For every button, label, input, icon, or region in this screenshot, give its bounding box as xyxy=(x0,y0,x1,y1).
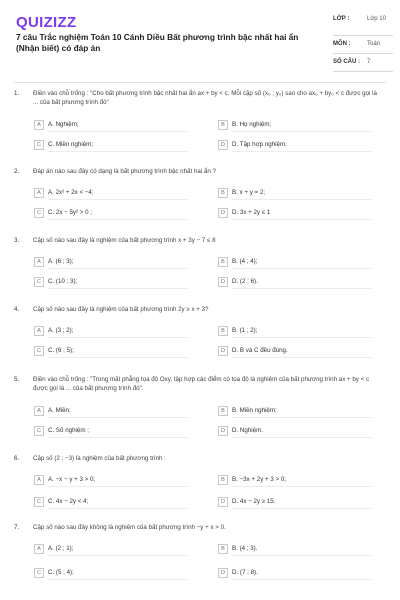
option-text: A. Nghiệm; xyxy=(48,121,79,128)
option-text: D. 4x − 2y ≥ 15. xyxy=(232,498,276,505)
option-text: B. Họ nghiệm; xyxy=(232,121,272,128)
option-text: B. (1 ; 2); xyxy=(232,327,258,334)
option-underline xyxy=(48,288,188,289)
option-letter-box: B xyxy=(218,120,228,130)
option-a[interactable] xyxy=(34,544,199,554)
option-text: A. (6 ; 3); xyxy=(48,258,74,265)
header-divider xyxy=(14,82,386,83)
question-text: Đáp án nào sau đây có dạng là bất phương trình bậc nhất hai ẩn ? xyxy=(33,168,216,175)
question-number: 1. xyxy=(14,90,20,97)
option-letter-box: D xyxy=(218,277,228,287)
option-b[interactable] xyxy=(218,406,383,416)
question-text: Cặp số nào sau đây là nghiệm của bất phương trình x + 3y − 7 ≤ 8 xyxy=(33,237,216,244)
option-letter-box: B xyxy=(218,257,228,267)
option-text: D. (7 ; 8). xyxy=(232,569,258,576)
option-text: A. Miền; xyxy=(48,407,71,414)
option-underline xyxy=(48,508,188,509)
option-underline xyxy=(48,219,188,220)
option-c[interactable] xyxy=(34,426,199,436)
option-text: A. 2x² + 2x < −4; xyxy=(48,189,94,196)
option-underline xyxy=(232,151,372,152)
option-d[interactable] xyxy=(218,497,383,507)
option-underline xyxy=(232,219,372,220)
option-text: B. Miền nghiệm; xyxy=(232,407,277,414)
option-letter-box: D xyxy=(218,497,228,507)
question-number: 5. xyxy=(14,376,20,383)
class-label: LỚP : xyxy=(333,16,350,22)
option-letter-box: A xyxy=(34,188,44,198)
option-letter-box: B xyxy=(218,475,228,485)
option-letter-box: A xyxy=(34,475,44,485)
option-letter-box: A xyxy=(34,257,44,267)
class-row xyxy=(333,14,393,36)
option-letter-box: D xyxy=(218,346,228,356)
option-text: C. 4x − 2y < 4; xyxy=(48,498,89,505)
option-b[interactable] xyxy=(218,188,383,198)
question-text: Cặp số nào sau đây là nghiệm của bất phương trình 2y ≥ x + 3? xyxy=(33,306,209,313)
subject-row xyxy=(333,39,393,54)
class-value: Lớp 10 xyxy=(367,16,386,22)
option-underline xyxy=(232,555,372,556)
option-d[interactable] xyxy=(218,140,383,150)
option-text: C. (6 ; 5); xyxy=(48,347,74,354)
option-text: C. Miền nghiệm; xyxy=(48,141,94,148)
option-letter-box: B xyxy=(218,326,228,336)
option-a[interactable] xyxy=(34,406,199,416)
option-letter-box: A xyxy=(34,120,44,130)
option-underline xyxy=(232,268,372,269)
option-text: A. (2 ; 1); xyxy=(48,545,74,552)
option-text: C. (10 ; 3); xyxy=(48,278,78,285)
option-underline xyxy=(48,131,188,132)
option-text: D. Nghiệm. xyxy=(232,427,263,434)
subject-label: MÔN : xyxy=(333,41,351,47)
option-d[interactable] xyxy=(218,208,383,218)
option-a[interactable] xyxy=(34,257,199,267)
option-letter-box: C xyxy=(34,568,44,578)
option-d[interactable] xyxy=(218,277,383,287)
option-text: C. (5 ; 4); xyxy=(48,569,74,576)
option-c[interactable] xyxy=(34,140,199,150)
option-underline xyxy=(48,337,188,338)
option-letter-box: A xyxy=(34,326,44,336)
option-b[interactable] xyxy=(218,257,383,267)
option-a[interactable] xyxy=(34,475,199,485)
count-value: 7 xyxy=(367,59,371,65)
option-letter-box: D xyxy=(218,568,228,578)
option-letter-box: D xyxy=(218,140,228,150)
option-c[interactable] xyxy=(34,277,199,287)
option-underline xyxy=(232,131,372,132)
option-underline xyxy=(232,337,372,338)
option-underline xyxy=(232,199,372,200)
worksheet-title: 7 câu Trắc nghiệm Toán 10 Cánh Diều Bất phương trình bậc nhất hai ẩn (Nhận biết) có đáp án xyxy=(16,32,299,53)
option-letter-box: C xyxy=(34,140,44,150)
option-underline xyxy=(48,151,188,152)
option-underline xyxy=(232,437,372,438)
option-b[interactable] xyxy=(218,326,383,336)
option-d[interactable] xyxy=(218,568,383,578)
option-c[interactable] xyxy=(34,568,199,578)
option-letter-box: A xyxy=(34,406,44,416)
option-underline xyxy=(48,555,188,556)
worksheet-meta xyxy=(333,14,393,75)
subject-value: Toán xyxy=(367,41,381,47)
option-letter-box: B xyxy=(218,406,228,416)
option-text: B. (4 ; 3). xyxy=(232,545,258,552)
option-underline xyxy=(48,417,188,418)
option-b[interactable] xyxy=(218,120,383,130)
option-underline xyxy=(232,508,372,509)
option-underline xyxy=(48,199,188,200)
option-underline xyxy=(48,579,188,580)
question-text: Điền vào chỗ trống : "Trong mặt phẳng tọa độ Oxy, tập hợp các điểm có tọa độ là nghiệm của bất phương trình ax + by < c được gọi là ... của bất phương trình đó". xyxy=(33,376,370,392)
option-text: B. −3x + 2y + 3 > 0; xyxy=(232,476,287,483)
option-letter-box: C xyxy=(34,426,44,436)
option-underline xyxy=(48,357,188,358)
option-a[interactable] xyxy=(34,188,199,198)
option-letter-box: A xyxy=(34,544,44,554)
option-letter-box: C xyxy=(34,208,44,218)
option-text: D. B và C đều đúng. xyxy=(232,347,288,354)
option-letter-box: C xyxy=(34,346,44,356)
count-row xyxy=(333,57,393,72)
question-number: 3. xyxy=(14,237,20,244)
option-underline xyxy=(232,357,372,358)
question-text: Cặp số nào sau đây không là nghiệm của bất phương trình −y + x > 0. xyxy=(33,524,226,531)
option-text: D. Tập hợp nghiệm. xyxy=(232,141,287,148)
option-text: D. 3x + 2y ≤ 1 xyxy=(232,209,271,216)
option-letter-box: D xyxy=(218,208,228,218)
option-underline xyxy=(232,417,372,418)
option-text: C. Số nghiệm ; xyxy=(48,427,89,434)
option-letter-box: B xyxy=(218,544,228,554)
option-underline xyxy=(232,486,372,487)
option-a[interactable] xyxy=(34,326,199,336)
worksheet-header xyxy=(0,0,400,80)
option-text: D. (2 ; 6). xyxy=(232,278,258,285)
option-c[interactable] xyxy=(34,208,199,218)
option-text: B. x + y = 2; xyxy=(232,189,266,196)
count-label: SỐ CÂU : xyxy=(333,59,360,65)
option-c[interactable] xyxy=(34,346,199,356)
option-letter-box: C xyxy=(34,497,44,507)
option-text: A. (3 ; 2); xyxy=(48,327,74,334)
option-letter-box: C xyxy=(34,277,44,287)
question-number: 2. xyxy=(14,168,20,175)
question-number: 6. xyxy=(14,455,20,462)
option-d[interactable] xyxy=(218,426,383,436)
option-c[interactable] xyxy=(34,497,199,507)
option-underline xyxy=(48,268,188,269)
option-a[interactable] xyxy=(34,120,199,130)
question-number: 4. xyxy=(14,306,20,313)
option-b[interactable] xyxy=(218,475,383,485)
option-b[interactable] xyxy=(218,544,383,554)
option-underline xyxy=(232,288,372,289)
option-text: C. 2x − 5y² > 0 ; xyxy=(48,209,93,216)
option-text: A. −x − y + 3 > 0; xyxy=(48,476,96,483)
question-number: 7. xyxy=(14,524,20,531)
question-text: Cặp số (2 ; −3) là nghiệm của bất phương trình : xyxy=(33,455,166,462)
option-underline xyxy=(48,437,188,438)
option-letter-box: D xyxy=(218,426,228,436)
option-underline xyxy=(48,486,188,487)
option-letter-box: B xyxy=(218,188,228,198)
option-text: B. (4 ; 4); xyxy=(232,258,258,265)
option-underline xyxy=(232,579,372,580)
quizizz-logo: QUIZIZZ xyxy=(16,14,77,31)
option-d[interactable] xyxy=(218,346,383,356)
question-text: Điền vào chỗ trống : "Cho bất phương trình bậc nhất hai ẩn ax + by < c. Mỗi cặp số (x₀ ; y₀) sao cho ax₀ + by₀ < c được gọi là ... của bất phương trình đó" xyxy=(33,90,377,106)
